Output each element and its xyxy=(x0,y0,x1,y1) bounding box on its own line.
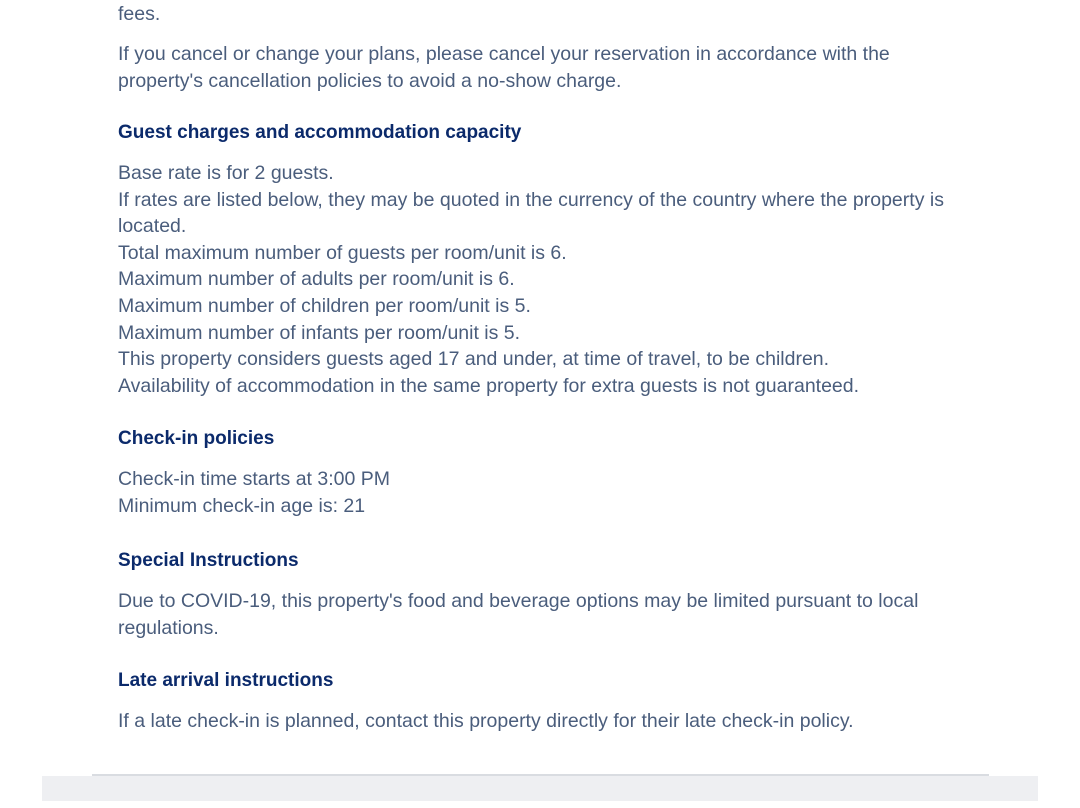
checkin-line: Check-in time starts at 3:00 PM xyxy=(118,468,391,490)
fees-text-tail xyxy=(118,1,160,28)
late-arrival-details xyxy=(118,708,854,735)
guest-charges-details xyxy=(118,160,944,399)
special-line: regulations. xyxy=(118,616,219,639)
special-instructions-details xyxy=(118,588,918,641)
guest-charges-line: Availability of accommodation in the same property for extra guests is not guaranteed. xyxy=(118,374,860,397)
fees-line: fees. xyxy=(118,3,161,25)
checkin-policies-heading: Check-in policies xyxy=(118,428,275,449)
checkin-line: Minimum check-in age is: 21 xyxy=(118,494,366,517)
guest-charges-line: located. xyxy=(118,215,187,238)
guest-charges-line: If rates are listed below, they may be quoted in the currency of the country where the property is xyxy=(118,188,944,211)
checkin-policies-details xyxy=(118,466,390,519)
late-arrival-line: If a late check-in is planned, contact this property directly for their late check-in policy. xyxy=(118,710,854,732)
guest-charges-line: Maximum number of children per room/unit is 5. xyxy=(118,294,531,317)
guest-charges-heading: Guest charges and accommodation capacity xyxy=(118,122,522,143)
special-line: Due to COVID-19, this property's food and beverage options may be limited pursuant to local xyxy=(118,590,919,612)
guest-charges-line: Maximum number of adults per room/unit is 6. xyxy=(118,268,515,291)
guest-charges-line: Total maximum number of guests per room/unit is 6. xyxy=(118,241,567,264)
cancellation-line-2: property's cancellation policies to avoid a no-show charge. xyxy=(118,69,622,92)
guest-charges-line: This property considers guests aged 17 and under, at time of travel, to be children. xyxy=(118,348,830,371)
guest-charges-line: Maximum number of infants per room/unit is 5. xyxy=(118,321,521,344)
special-instructions-heading: Special Instructions xyxy=(118,550,299,571)
cancellation-line-1: If you cancel or change your plans, please cancel your reservation in accordance with the xyxy=(118,43,890,65)
cancellation-notice xyxy=(118,41,890,94)
footer-bar xyxy=(42,776,1038,801)
late-arrival-heading: Late arrival instructions xyxy=(118,670,334,691)
guest-charges-line: Base rate is for 2 guests. xyxy=(118,162,334,184)
